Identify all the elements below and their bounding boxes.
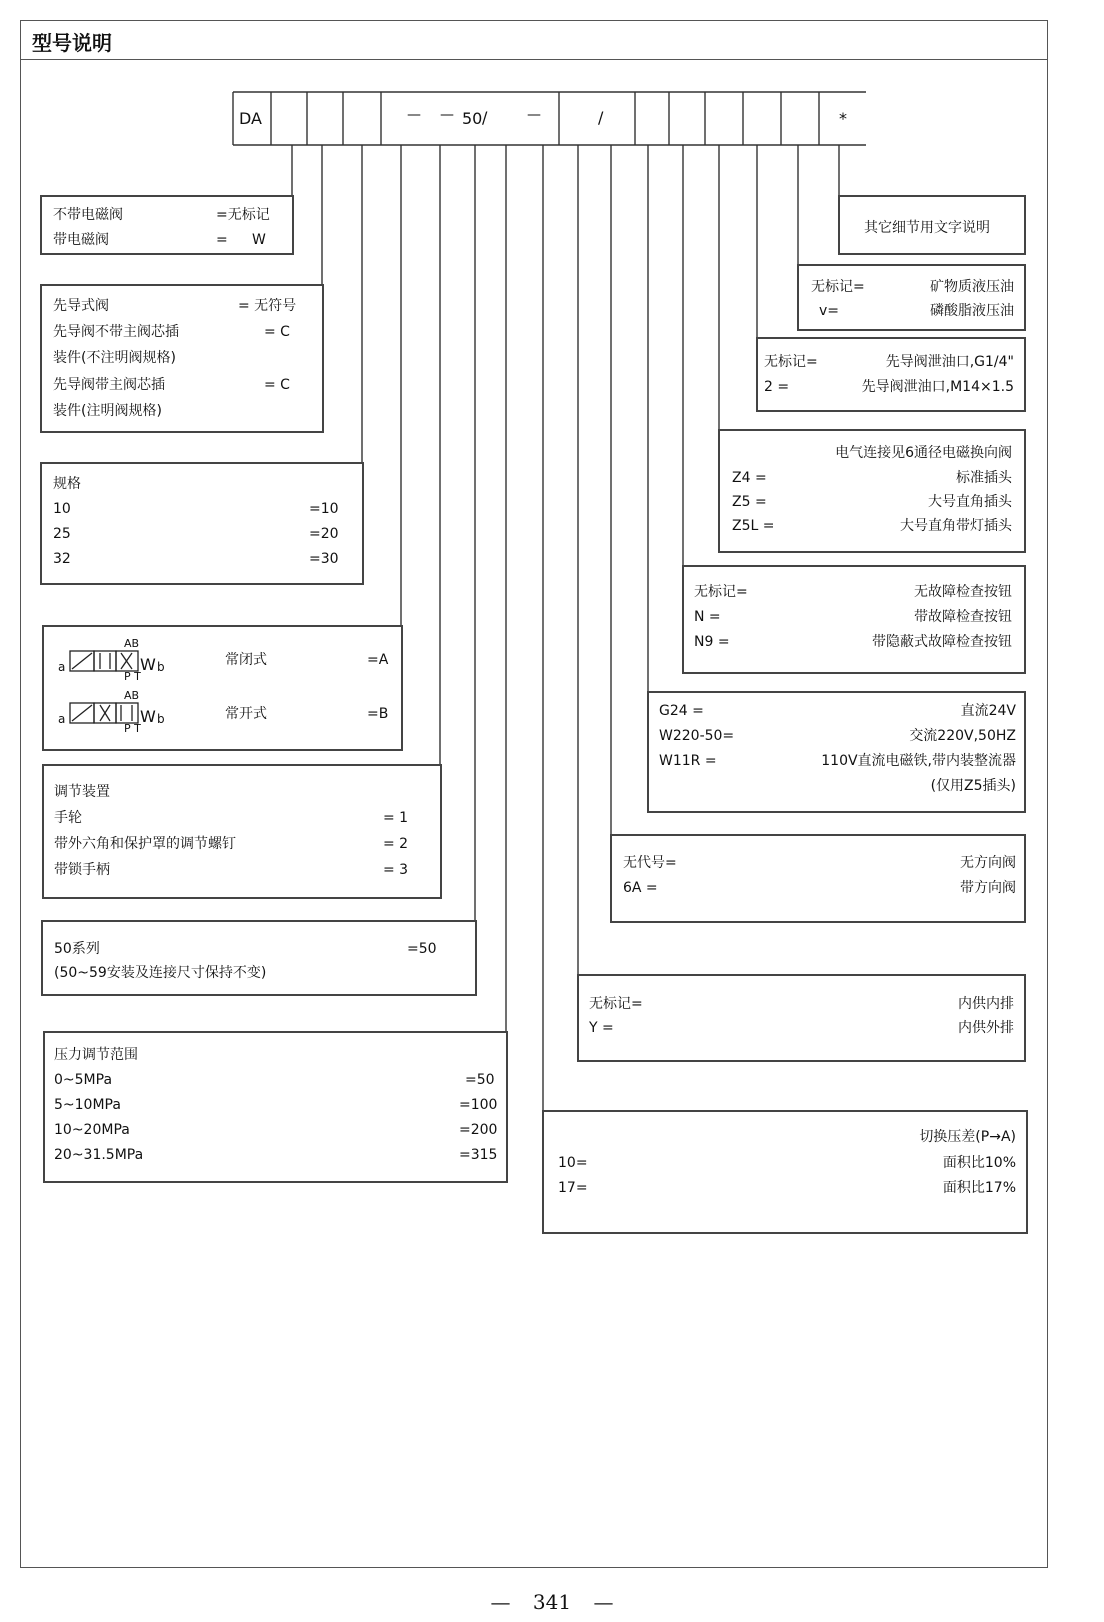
option-label: 先导式阀: [53, 298, 109, 314]
note-text: 其它细节用文字说明: [864, 220, 990, 236]
option-code: Z5L =: [732, 518, 775, 534]
port-label: P T: [124, 670, 141, 683]
dash-right: —: [593, 1590, 614, 1614]
code-star: *: [839, 109, 847, 128]
port-label: AB: [124, 689, 140, 702]
supply-box: [577, 974, 1026, 1062]
option-label: 无故障检查按钮: [914, 584, 1012, 600]
port-label: b: [157, 660, 165, 674]
box-title: 电气连接见6通径电磁换向阀: [835, 445, 1012, 461]
section-title: 型号说明: [32, 31, 112, 55]
option-code: N9 =: [694, 634, 730, 650]
option-label: 大号直角插头: [928, 494, 1012, 510]
option-code: = C: [264, 324, 290, 340]
option-label: 50系列: [54, 941, 100, 957]
option-label: 直流24V: [960, 703, 1016, 719]
option-label: 装件(注明阀规格): [53, 403, 162, 419]
option-code: =10: [309, 501, 339, 517]
option-code: = 无符号: [238, 298, 297, 314]
page-number-value: 341: [532, 1590, 572, 1614]
box-title: 调节装置: [54, 784, 110, 800]
option-code: =A: [367, 652, 389, 668]
port-label: W: [140, 707, 156, 726]
option-code: 无标记=: [589, 996, 643, 1012]
option-code: 无标记=: [694, 584, 748, 600]
option-label: 110V直流电磁铁,带内装整流器: [821, 753, 1016, 769]
option-code: Z5 =: [732, 494, 767, 510]
option-label: 内供外排: [958, 1020, 1014, 1036]
code-slash-1: /: [482, 108, 488, 127]
option-code: =200: [459, 1122, 498, 1138]
option-label: 手轮: [54, 810, 82, 826]
option-code: = 2: [383, 836, 409, 852]
port-label: b: [157, 712, 165, 726]
option-code: N =: [694, 609, 721, 625]
option-label: (50~59安装及连接尺寸保持不变): [54, 965, 267, 981]
option-code: = C: [264, 377, 290, 393]
option-label: 面积比17%: [942, 1180, 1016, 1196]
series-box: [41, 920, 477, 996]
option-code: =: [216, 232, 228, 248]
check-box: [610, 834, 1026, 923]
option-code: W220-50=: [659, 728, 735, 744]
voltage-box: [647, 691, 1026, 813]
other-box: [838, 195, 1026, 255]
option-label: 25: [53, 526, 71, 542]
electrical-box: [718, 429, 1026, 553]
option-code: 无标记=: [811, 279, 865, 295]
option-label: 先导阀泄油口,G1/4": [885, 354, 1014, 370]
option-code: 2 =: [764, 379, 790, 395]
code-dash-2: —: [440, 107, 454, 123]
option-code: v=: [819, 303, 840, 319]
pressure-box: [43, 1031, 508, 1183]
option-label: 常开式: [225, 706, 267, 722]
option-label: 先导阀不带主阀芯插: [53, 324, 179, 340]
option-label: 10~20MPa: [54, 1122, 130, 1138]
code-dash-1: —: [407, 107, 421, 123]
option-label: 带故障检查按钮: [914, 609, 1012, 625]
option-label: 不带电磁阀: [53, 207, 123, 223]
option-code: =100: [459, 1097, 498, 1113]
port-label: AB: [124, 637, 140, 650]
option-code: 无代号=: [623, 855, 677, 871]
option-label: 标准插头: [956, 470, 1012, 486]
option-label: 装件(不注明阀规格): [53, 350, 176, 366]
option-code: = 1: [383, 810, 409, 826]
option-code: Z4 =: [732, 470, 767, 486]
dash-left: —: [490, 1590, 511, 1614]
box-title: 切换压差(P→A): [919, 1129, 1016, 1145]
option-label: 面积比10%: [942, 1155, 1016, 1171]
option-label: 0~5MPa: [54, 1072, 113, 1088]
page-number: [0, 1590, 1104, 1614]
option-label: 磷酸脂液压油: [930, 303, 1014, 319]
option-code: =315: [459, 1147, 498, 1163]
option-code: =50: [407, 941, 437, 957]
override-box: [682, 565, 1026, 674]
option-label: 先导阀带主阀芯插: [53, 377, 165, 393]
option-code: =B: [367, 706, 389, 722]
solenoid-box: [40, 195, 294, 255]
option-code: W: [252, 232, 266, 248]
drain-box: [756, 337, 1026, 412]
option-code: W11R =: [659, 753, 717, 769]
switch-box: [542, 1110, 1028, 1234]
code-slash-2: /: [598, 108, 604, 127]
option-label: 带锁手柄: [54, 862, 110, 878]
size-box: [40, 462, 364, 585]
port-label: a: [58, 712, 66, 726]
option-code: G24 =: [659, 703, 704, 719]
option-code: =20: [309, 526, 339, 542]
option-label: 常闭式: [225, 652, 267, 668]
option-code: 无标记=: [764, 354, 818, 370]
box-title: 规格: [53, 476, 81, 492]
adjust-box: [42, 764, 442, 899]
option-code: =30: [309, 551, 339, 567]
option-code: =无标记: [216, 207, 270, 223]
option-label: 20~31.5MPa: [54, 1147, 144, 1163]
fluid-box: [797, 264, 1026, 331]
option-label: 带隐蔽式故障检查按钮: [872, 634, 1012, 650]
option-label: 带方向阀: [960, 880, 1016, 896]
option-label: 5~10MPa: [54, 1097, 121, 1113]
option-label: 32: [53, 551, 71, 567]
box-title: 压力调节范围: [54, 1047, 138, 1063]
option-label: 内供内排: [958, 996, 1014, 1012]
option-code: 10=: [558, 1155, 588, 1171]
port-label: P T: [124, 722, 141, 735]
option-code: = 3: [383, 862, 409, 878]
port-label: a: [58, 660, 66, 674]
option-label: 10: [53, 501, 71, 517]
option-label: 大号直角带灯插头: [900, 518, 1012, 534]
code-prefix: DA: [239, 109, 262, 128]
option-code: 6A =: [623, 880, 658, 896]
function-box: [42, 625, 403, 751]
option-label: 带电磁阀: [53, 232, 109, 248]
pilot-box: [40, 284, 324, 433]
code-dash-3: —: [527, 107, 541, 123]
code-series: 50: [462, 109, 483, 128]
option-label: 交流220V,50HZ: [909, 728, 1016, 744]
option-label: 矿物质液压油: [930, 279, 1014, 295]
option-code: =50: [465, 1072, 495, 1088]
option-label: 带外六角和保护罩的调节螺钉: [54, 836, 236, 852]
option-label: (仅用Z5插头): [930, 778, 1016, 794]
option-code: Y =: [589, 1020, 614, 1036]
option-code: 17=: [558, 1180, 588, 1196]
option-label: 先导阀泄油口,M14×1.5: [861, 379, 1014, 395]
port-label: W: [140, 655, 156, 674]
option-label: 无方向阀: [960, 855, 1016, 871]
